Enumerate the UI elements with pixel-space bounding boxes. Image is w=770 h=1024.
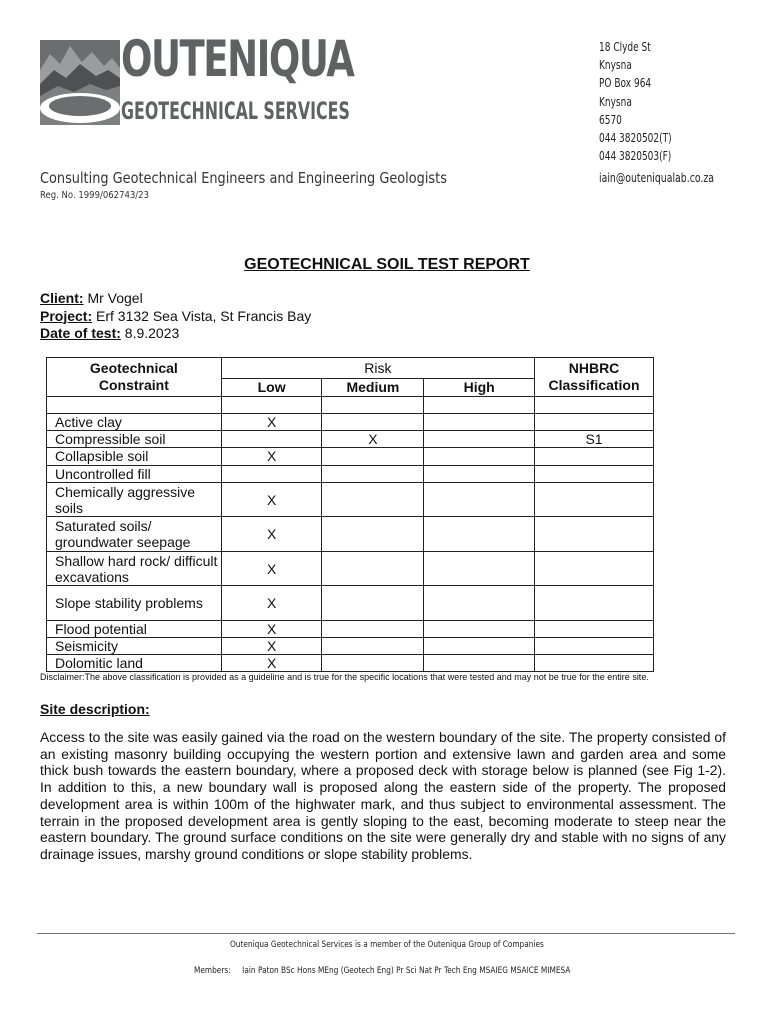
header-nhbrc — [535, 358, 654, 397]
fax-number: 044 3820503(F) — [599, 149, 672, 164]
constraint-cell: Shallow hard rock/ difficult excavations — [47, 551, 222, 586]
medium-risk-cell — [322, 620, 424, 637]
low-risk-cell: X — [221, 414, 322, 431]
high-risk-cell — [424, 586, 535, 621]
constraint-cell: Seismicity — [47, 637, 222, 654]
company-subtitle: GEOTECHNICAL SERVICES — [121, 97, 350, 125]
high-risk-cell — [424, 431, 535, 448]
table-row — [47, 465, 654, 482]
header-constraint-line: Geotechnical — [89, 360, 178, 376]
high-risk-cell — [424, 551, 535, 586]
date-line — [40, 325, 311, 343]
low-risk-cell: X — [221, 620, 322, 637]
medium-risk-cell — [322, 414, 424, 431]
medium-risk-cell — [322, 586, 424, 621]
table-row — [47, 517, 654, 552]
client-line — [40, 290, 311, 308]
low-risk-cell — [221, 465, 322, 482]
nhbrc-cell — [535, 448, 654, 465]
constraint-cell: Collapsible soil — [47, 448, 222, 465]
footer-divider — [37, 933, 735, 934]
company-logo — [40, 40, 120, 125]
header-constraint-line: Constraint — [98, 377, 169, 393]
nhbrc-cell — [535, 655, 654, 672]
site-description-text: Access to the site was easily gained via the road on the western boundary of the site. The property consisted of an existing masonry building occupying the western portion and extensive lawn and garden area and some thick bush towards the eastern boundary, where a proposed deck with storage below is planned (see Fig 1-2). In addition to this, a new boundary wall is proposed along the eastern side of the property. The proposed development area is within 100m of the highwater mark, and thus subject to environmental assessment. The terrain in the proposed development area is gently sloping to the east, becoming moderate to steep near the eastern boundary. The ground surface conditions on the site were generally dry and stable with no signs of any drainage issues, marshy ground conditions or slope stability problems. — [40, 729, 726, 862]
members-value: Iain Paton BSc Hons MEng (Geotech Eng) Pr Sci Nat Pr Tech Eng MSAIEG MSAICE MIMESA — [242, 966, 571, 976]
address-line: Knysna — [599, 58, 632, 73]
company-address — [599, 38, 672, 165]
header-nhbrc-line: Classification — [548, 377, 640, 393]
header-low: Low — [221, 379, 322, 397]
table-row — [47, 482, 654, 517]
nhbrc-cell — [535, 517, 654, 552]
nhbrc-cell — [535, 637, 654, 654]
low-risk-cell: X — [221, 586, 322, 621]
constraint-table — [46, 357, 654, 672]
medium-risk-cell: X — [322, 431, 424, 448]
header-nhbrc-line: NHBRC — [568, 360, 620, 376]
table-row — [47, 586, 654, 621]
constraint-cell: Chemically aggressive soils — [47, 482, 222, 517]
table-row — [47, 637, 654, 654]
address-line: 18 Clyde St — [599, 40, 651, 54]
nhbrc-cell — [535, 586, 654, 621]
constraint-cell: Slope stability problems — [47, 586, 222, 621]
project-label: Project: — [40, 307, 93, 324]
low-risk-cell: X — [221, 637, 322, 654]
nhbrc-cell — [535, 551, 654, 586]
high-risk-cell — [424, 482, 535, 517]
medium-risk-cell — [322, 482, 424, 517]
medium-risk-cell — [322, 551, 424, 586]
table-body — [47, 414, 654, 672]
address-line: 6570 — [599, 112, 622, 127]
high-risk-cell — [424, 655, 535, 672]
client-value: Mr Vogel — [83, 290, 143, 306]
date-value: 8.9.2023 — [120, 325, 180, 341]
footer-membership: Outeniqua Geotechnical Services is a member of the Outeniqua Group of Companies — [230, 940, 544, 950]
company-name: OUTENIQUA — [121, 30, 354, 88]
footer-members — [194, 966, 570, 976]
high-risk-cell — [424, 465, 535, 482]
address-line: PO Box 964 — [599, 76, 652, 91]
low-risk-cell: X — [221, 448, 322, 465]
constraint-cell: Saturated soils/ groundwater seepage — [47, 517, 222, 552]
header-risk: Risk — [221, 358, 534, 379]
high-risk-cell — [424, 620, 535, 637]
medium-risk-cell — [322, 637, 424, 654]
high-risk-cell — [424, 637, 535, 654]
nhbrc-cell — [535, 620, 654, 637]
members-label: Members: — [194, 966, 231, 976]
mountain-logo-icon — [40, 40, 120, 125]
table-spacer-row — [47, 397, 654, 414]
table-row — [47, 431, 654, 448]
header-high: High — [424, 379, 535, 397]
header-constraint — [47, 358, 222, 397]
disclaimer: Disclaimer:The above classification is provided as a guideline and is true for the specific locations that were tested and may not be true for the entire site. — [40, 672, 649, 682]
table-row — [47, 655, 654, 672]
table-row — [47, 620, 654, 637]
nhbrc-cell — [535, 414, 654, 431]
nhbrc-cell — [535, 482, 654, 517]
nhbrc-cell — [535, 465, 654, 482]
project-line — [40, 308, 311, 326]
date-label: Date of test: — [40, 325, 121, 341]
high-risk-cell — [424, 414, 535, 431]
low-risk-cell: X — [221, 551, 322, 586]
medium-risk-cell — [322, 448, 424, 465]
nhbrc-cell: S1 — [535, 431, 654, 448]
site-description-heading: Site description: — [40, 701, 150, 717]
constraint-cell: Flood potential — [47, 620, 222, 637]
table-header-row — [47, 358, 654, 379]
high-risk-cell — [424, 448, 535, 465]
low-risk-cell: X — [221, 655, 322, 672]
medium-risk-cell — [322, 655, 424, 672]
table-row — [47, 448, 654, 465]
report-title: GEOTECHNICAL SOIL TEST REPORT — [244, 256, 530, 273]
table-row — [47, 414, 654, 431]
constraint-cell: Compressible soil — [47, 431, 222, 448]
medium-risk-cell — [322, 465, 424, 482]
low-risk-cell: X — [221, 517, 322, 552]
medium-risk-cell — [322, 517, 424, 552]
high-risk-cell — [424, 517, 535, 552]
constraint-cell: Uncontrolled fill — [47, 465, 222, 482]
registration-number: Reg. No. 1999/062743/23 — [40, 190, 149, 201]
company-email: iain@outeniqualab.co.za — [599, 171, 715, 185]
address-line: Knysna — [599, 94, 632, 109]
client-label: Client: — [40, 290, 84, 306]
report-meta — [40, 290, 311, 343]
table-row — [47, 551, 654, 586]
constraint-cell: Active clay — [47, 414, 222, 431]
low-risk-cell: X — [221, 482, 322, 517]
phone-number: 044 3820502(T) — [599, 130, 672, 145]
project-value: Erf 3132 Sea Vista, St Francis Bay — [92, 307, 312, 324]
constraint-cell: Dolomitic land — [47, 655, 222, 672]
company-tagline: Consulting Geotechnical Engineers and Engineering Geologists — [40, 169, 447, 187]
low-risk-cell — [221, 431, 322, 448]
header-medium: Medium — [322, 379, 424, 397]
